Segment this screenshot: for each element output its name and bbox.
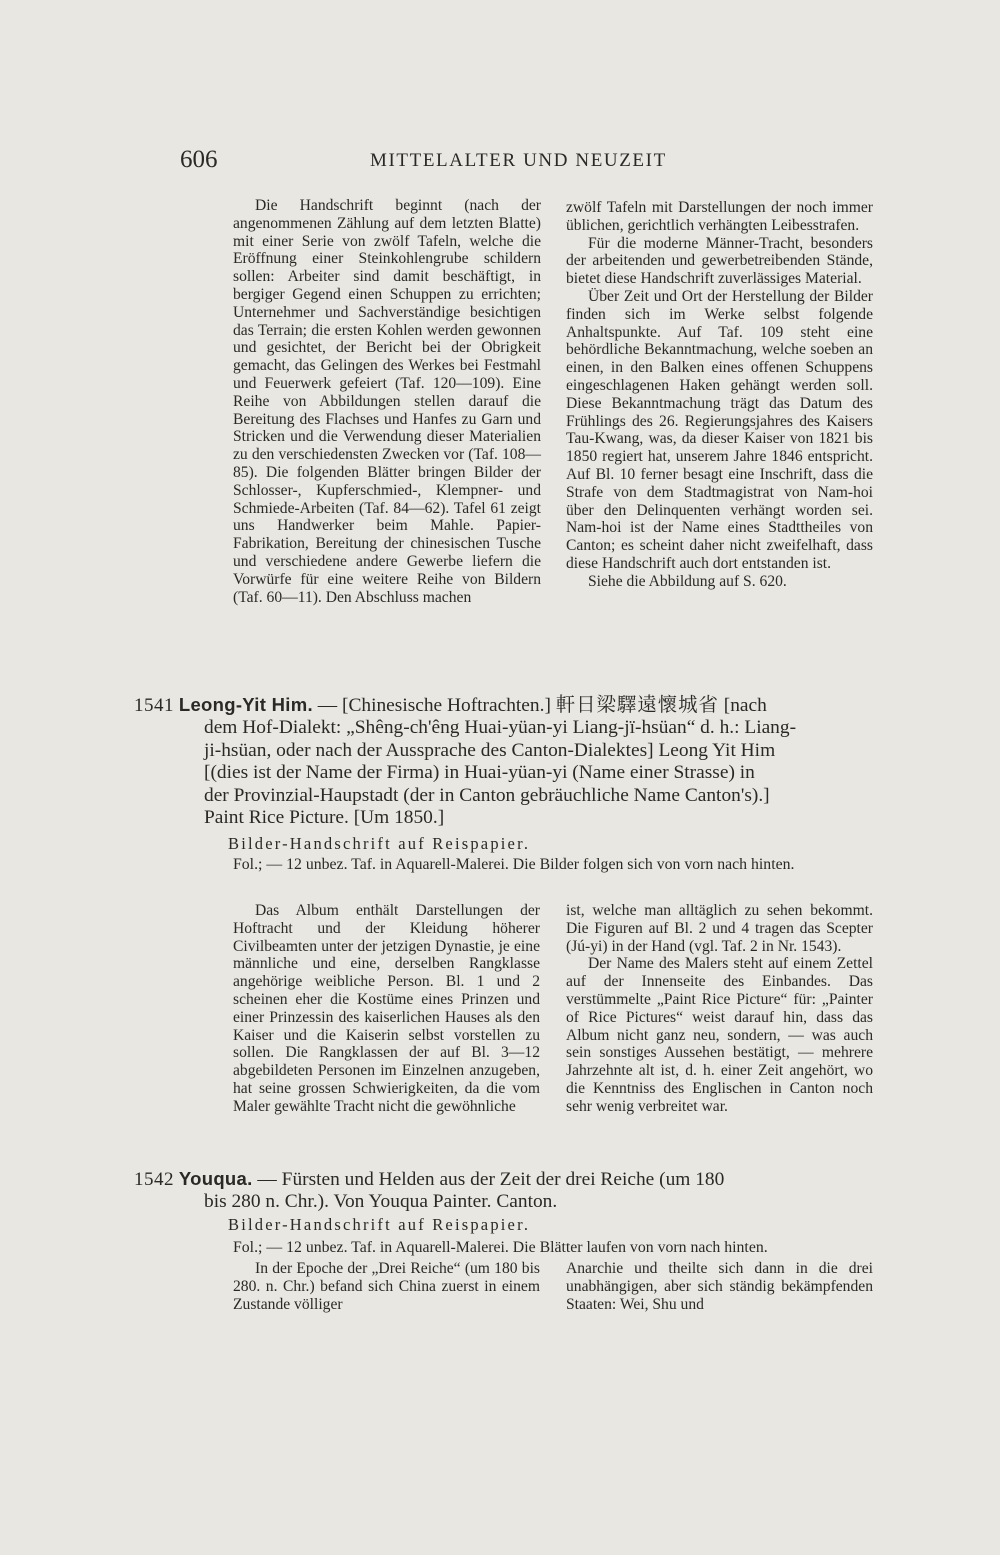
entry-author: Leong-Yit Him. — [178, 694, 313, 715]
entry-heading-line — [134, 694, 872, 717]
paragraph: ist, welche man alltäglich zu sehen bekommt. Die Figuren auf Bl. 2 und 4 tragen das Scepter (Jú-yi) in der Hand (vgl. Taf. 2 in Nr. 1543). — [566, 902, 873, 955]
top-left-column — [233, 197, 541, 606]
chinese-title: 軒日梁驛遠懷城省 — [555, 695, 719, 716]
page-number: 606 — [180, 146, 218, 173]
page-header — [180, 146, 872, 180]
entry-line: dem Hof-Dialekt: „Shêng-ch'êng Huai-yüan-yi Liang-jï-hsüan“ d. h.: Liang- — [204, 717, 797, 739]
paragraph: Die Handschrift beginnt (nach der angenommenen Zählung auf dem letzten Blatte) mit einer Serie von zwölf Tafeln, welche die Eröffnung einer Steinkohlengrube schildern sollen: Arbeiter sind damit beschäftigt, in bergiger Gegend einen Schuppen zu errichten; Unternehmer und Sachverständige besichtigen das Terrain; die ersten Kohlen werden gewonnen und gesichtet, der Bericht bei der Obrigkeit gemacht, das Gelingen des Werkes bei Festmahl und Feuerwerk gefeiert (Taf. 120—109). Eine Reihe von Abbildungen stellen darauf die Bereitung des Flachses und Hanfes zu Garn und Stricken und die Verwendung dieser Materialien zu den verschiedensten Zwecken vor (Taf. 108—85). Die folgenden Blätter bringen Bilder der Schlosser-, Kupferschmied-, Klempner- und Schmiede-Arbeiten (Taf. 84—62). Tafel 61 zeigt uns Handwerker beim Mahle. Papier-Fabrikation, Bereitung der chinesischen Tusche und verschiedene andere Gewerbe liefern die Vorwürfe für eine weitere Reihe von Bildern (Taf. 60—11). Den Abschluss machen — [233, 197, 541, 606]
paragraph: Anarchie und theilte sich dann in die drei unabhängigen, aber sich ständig bekämpfenden Staaten: Wei, Shu und — [566, 1260, 873, 1313]
entry-1541-left-column — [233, 902, 540, 1116]
paragraph: Siehe die Abbildung auf S. 620. — [588, 572, 787, 590]
entry-number: 1541 — [134, 695, 174, 716]
paragraph: Über Zeit und Ort der Herstellung der Bilder finden sich im Werke selbst folgende Anhaltspunkte. Auf Taf. 109 steht eine behördliche Bekanntmachung, welche soeben an einen, in den Balken eines offenen Schuppens eingeschlagenen Haken gehängt werden soll. Diese Bekanntmachung trägt das Datum des Frühlings des 26. Regierungsjahres des Kaisers Tau-Kwang, was, da dieser Kaiser von 1821 bis 1850 regiert hat, unserem Jahre 1846 entspricht. Auf Bl. 10 ferner besagt eine Inschrift, dass die Strafe von dem Stadtmagistrat von Nam-hoi über den Delinquenten verhängt worden sei. Nam-hoi ist der Name eines Stadttheiles von Canton; es scheint daher nicht zweifelhaft, dass diese Handschrift auch dort entstanden ist. — [566, 287, 873, 572]
paragraph: In der Epoche der „Drei Reiche“ (um 180 bis 280. n. Chr.) befand sich China zuerst in einem Zustande völliger — [233, 1260, 540, 1313]
catalog-entry-1542 — [134, 1168, 872, 1214]
entry-line: bis 280 n. Chr.). Von Youqua Painter. Canton. — [204, 1191, 558, 1213]
top-right-column — [566, 199, 873, 591]
catalog-entry-1541 — [134, 694, 872, 829]
entry-format-text: Fol.; — 12 unbez. Taf. in Aquarell-Malerei. Die Blätter laufen von vorn nach hinten. — [233, 1239, 768, 1256]
entry-1541-right-column — [566, 902, 873, 1116]
entry-1542-right-column — [566, 1260, 873, 1313]
paragraph: Für die moderne Männer-Tracht, besonders der arbeitenden und gewerbetreibenden Stände, bietet diese Handschrift zuverlässiges Material. — [566, 234, 873, 288]
entry-author: Youqua. — [178, 1168, 253, 1189]
running-title: MITTELALTER UND NEUZEIT — [370, 150, 667, 171]
entry-title-cont: [nach — [723, 695, 767, 716]
entry-title-lines — [134, 717, 872, 829]
paragraph: Der Name des Malers steht auf einem Zettel auf der Innenseite des Einbandes. Das verstümmelte „Paint Rice Picture“ für: „Painter of Rice Pictures“ weist darauf hin, dass das Album nicht ganz neu, sondern, — was auch sein sonstiges Aussehen bestätigt, — mehrere Jahrzehnte alt ist, d. h. einer Zeit angehört, wo die Kenntniss des Englischen in Canton noch sehr wenig verbreitet war. — [566, 955, 873, 1115]
entry-line: Paint Rice Picture. [Um 1850.] — [204, 807, 445, 829]
paragraph: zwölf Tafeln mit Darstellungen der noch immer üblichen, gerichtlich verhängten Leibesstrafen. — [566, 199, 873, 234]
entry-line: ji-hsüan, oder nach der Aussprache des Canton-Dialektes] Leong Yit Him — [204, 739, 776, 761]
entry-heading-line — [134, 1168, 872, 1191]
entry-title-lines — [134, 1191, 872, 1213]
entry-number: 1542 — [134, 1169, 174, 1190]
entry-line: [(dies ist der Name der Firma) in Huai-yüan-yi (Name einer Strasse) in — [204, 762, 755, 784]
entry-title: — [Chinesische Hoftrachten.] — [317, 695, 551, 716]
entry-description: Bilder-Handschrift auf Reispapier. — [228, 834, 531, 853]
entry-format-text: Fol.; — 12 unbez. Taf. in Aquarell-Malerei. Die Bilder folgen sich von vorn nach hinten. — [233, 856, 795, 873]
entry-title: — Fürsten und Helden aus der Zeit der drei Reiche (um 180 — [257, 1169, 725, 1190]
entry-description: Bilder-Handschrift auf Reispapier. — [228, 1215, 531, 1234]
entry-line: der Provinzial-Haupstadt (der in Canton gebräuchliche Name Canton's).] — [204, 784, 770, 806]
paragraph: Das Album enthält Darstellungen der Hoftracht und der Kleidung höherer Civilbeamten unter der jetzigen Dynastie, je eine männliche und eine, derselben Rangklasse angehörige weibliche Person. Bl. 1 und 2 scheinen eher die Kostüme eines Prinzen und einer Prinzessin des kaiserlichen Hauses als den Kaiser und die Kaiserin selbst vorstellen zu sollen. Die Rangklassen der auf Bl. 3—12 abgebildeten Personen im Einzelnen anzugeben, hat seine grossen Schwierigkeiten, da die vom Maler gewählte Tracht nicht die gewöhnliche — [233, 902, 540, 1115]
entry-format — [203, 1239, 873, 1257]
entry-format — [203, 856, 873, 874]
entry-1542-left-column — [233, 1260, 540, 1313]
